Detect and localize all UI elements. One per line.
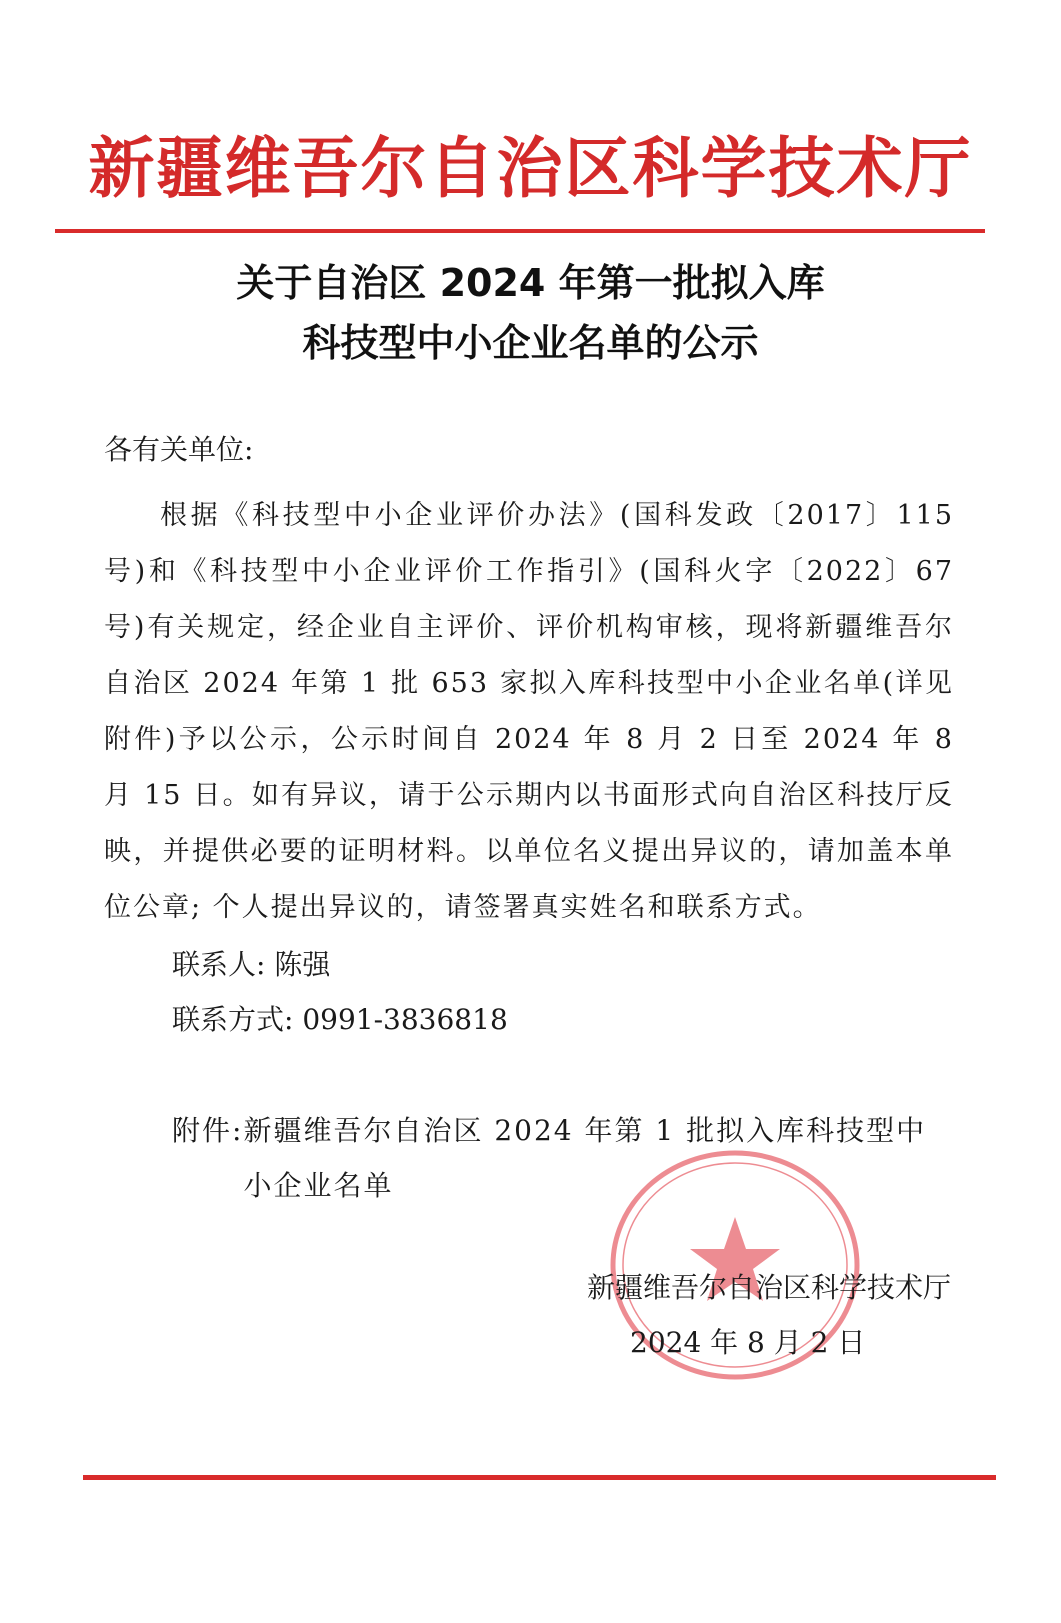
letterhead-red-rule	[55, 229, 985, 233]
contact-person: 联系人: 陈强	[172, 948, 331, 981]
attachment-text: 新疆维吾尔自治区 2024 年第 1 批拟入库科技型中小企业名单	[243, 1114, 927, 1202]
contact-phone: 联系方式: 0991-3836818	[172, 1003, 508, 1036]
footer-red-rule	[83, 1475, 996, 1480]
letterhead-org-name: 新疆维吾尔自治区科学技术厅	[88, 129, 973, 207]
document-title	[0, 253, 1061, 373]
title-line-1: 关于自治区 2024 年第一批拟入库	[236, 261, 825, 305]
signature-date: 2024 年 8 月 2 日	[630, 1326, 866, 1359]
signature-org: 新疆维吾尔自治区科学技术厅	[586, 1271, 951, 1304]
title-line-2: 科技型中小企业名单的公示	[302, 321, 759, 365]
body-paragraph: 根据《科技型中小企业评价办法》(国科发政〔2017〕115 号)和《科技型中小企业评价工作指引》(国科火字〔2022〕67 号)有关规定，经企业自主评价、评价机构审核，现将新疆维吾尔自治区 2024 年第 1 批 653 家拟入库科技型中小企业名单(详见附件)予以公示，公示时间自 2024 年 8 月 2 日至 2024 年 8 月 15 日。如有异议，请于公示期内以书面形式向自治区科技厅反映，并提供必要的证明材料。以单位名义提出异议的，请加盖本单位公章; 个人提出异议的，请签署真实姓名和联系方式。	[104, 500, 954, 923]
attachment-label: 附件:	[172, 1114, 244, 1147]
salutation: 各有关单位:	[104, 433, 254, 466]
